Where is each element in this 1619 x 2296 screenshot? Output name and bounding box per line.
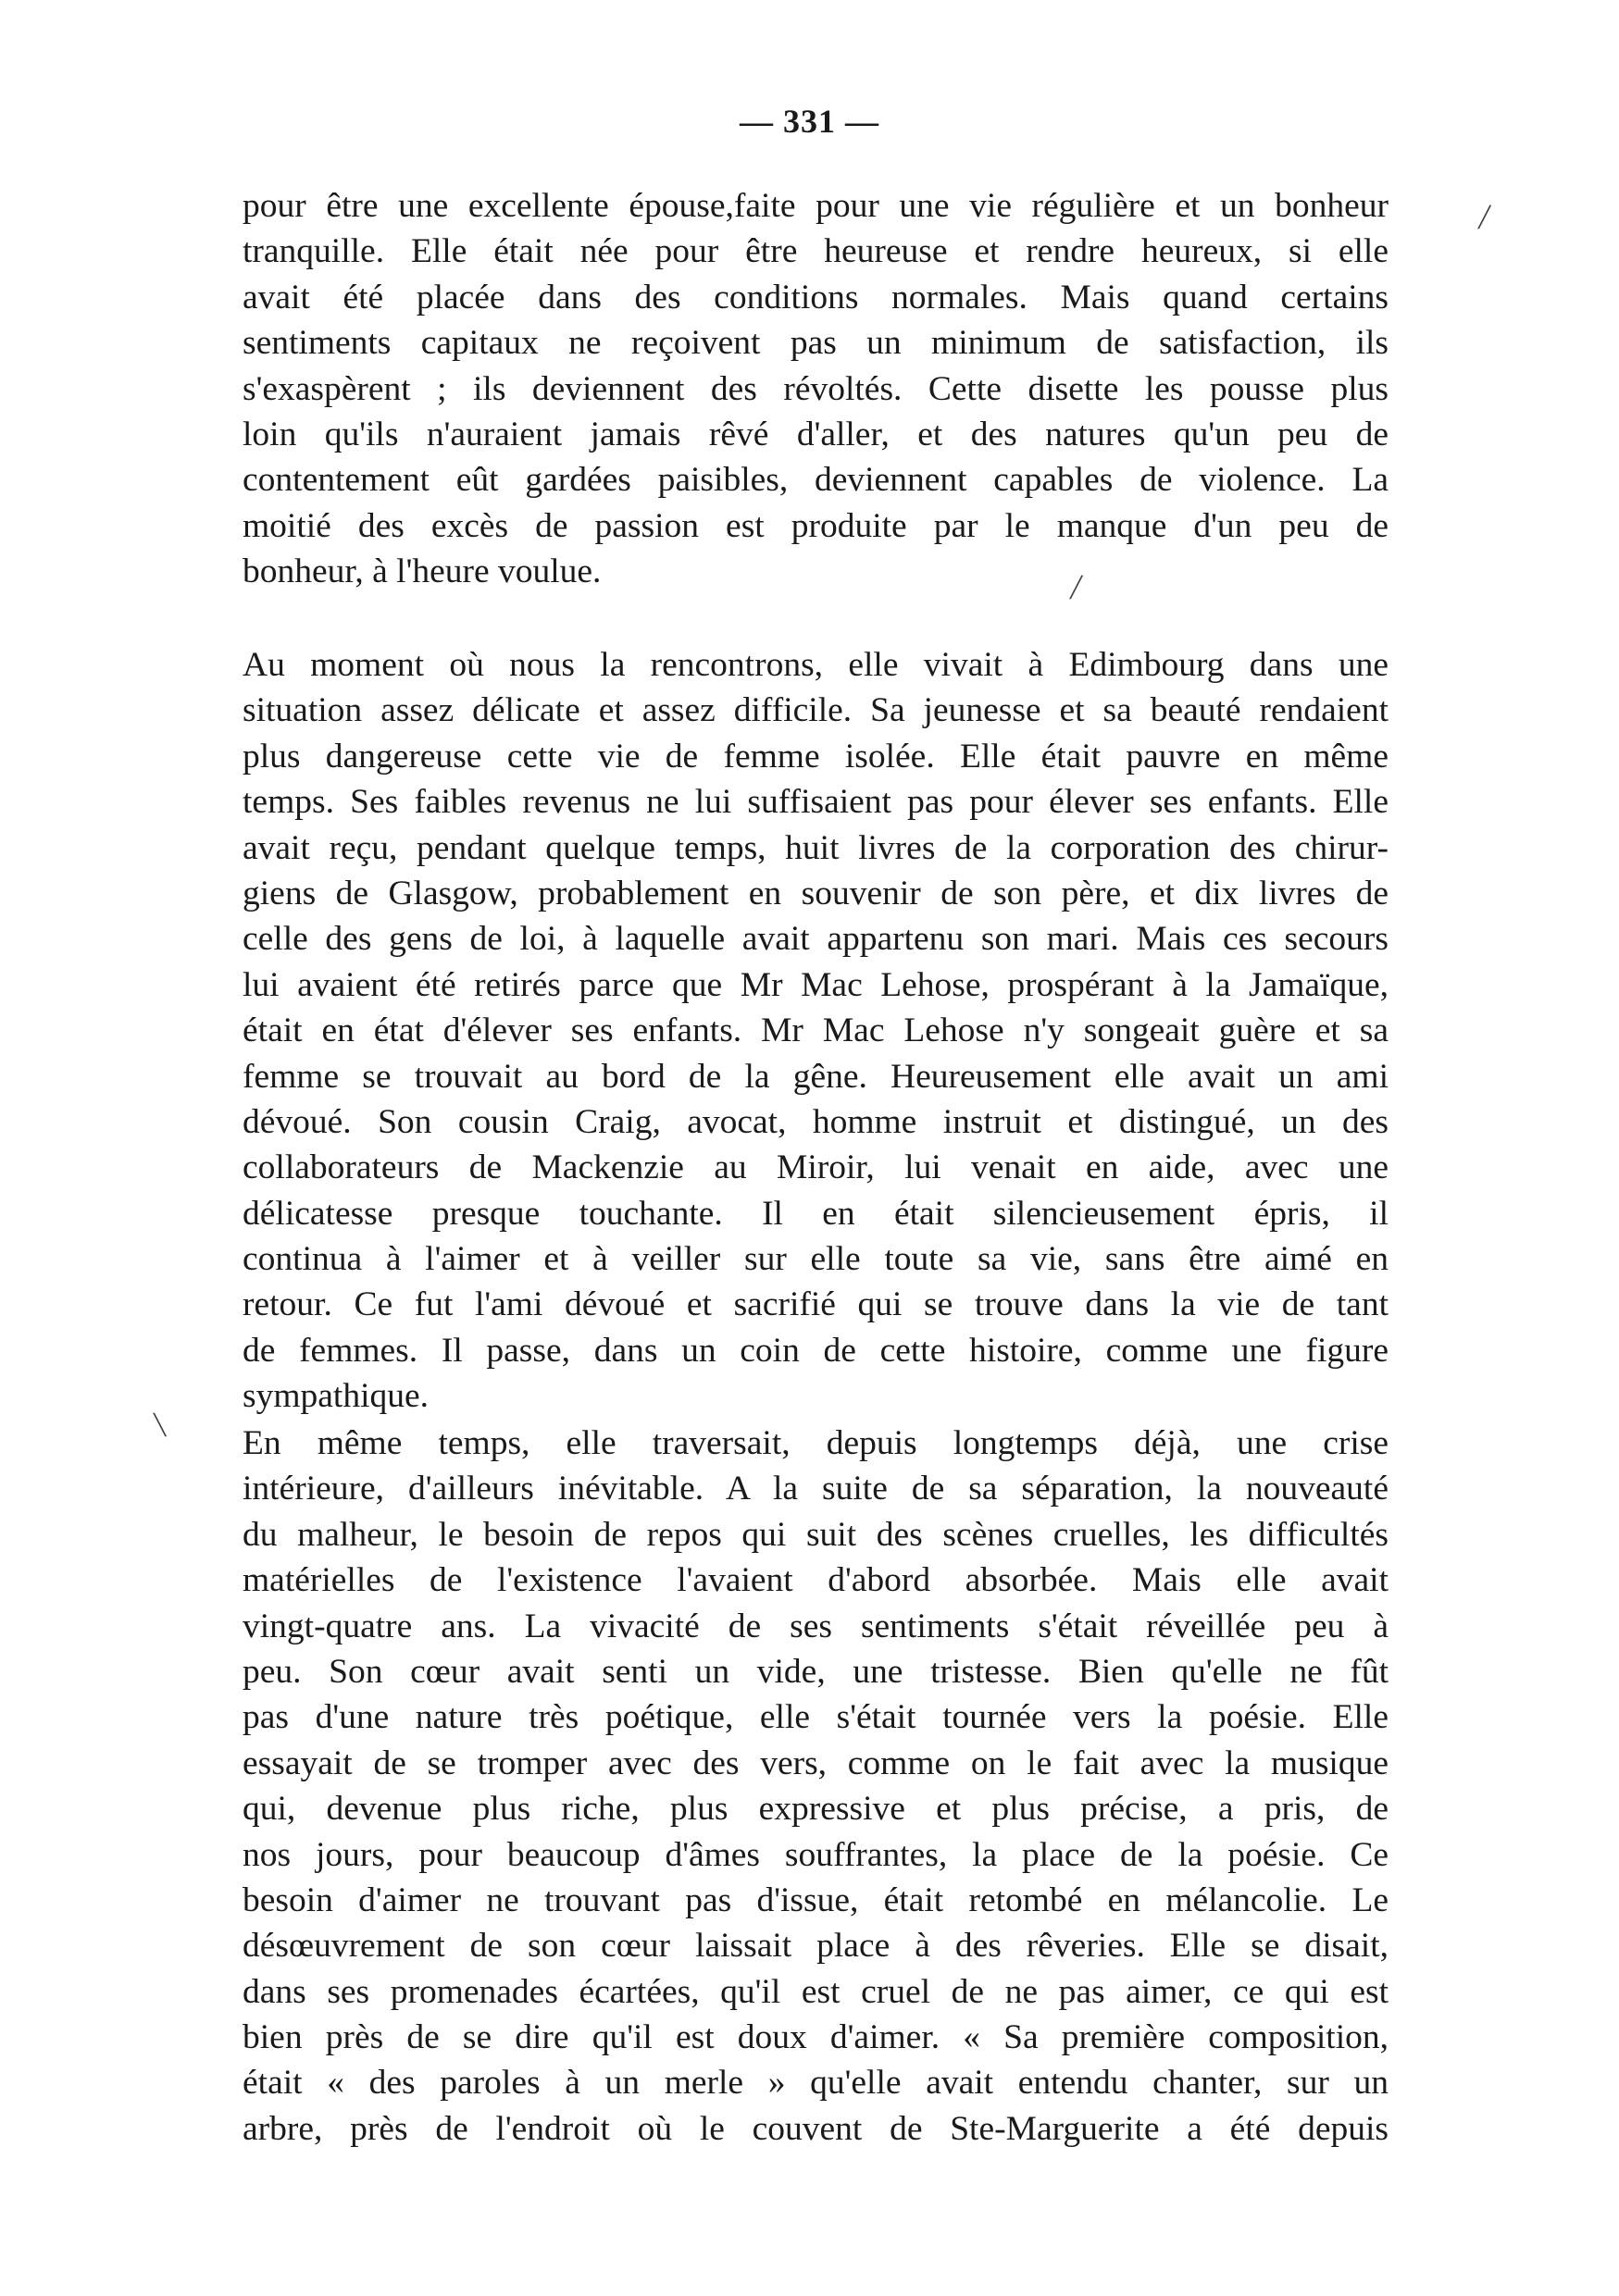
text-line: giens de Glasgow, probablement en souvenir de son père, et dix livres de [243, 874, 1389, 912]
text-line: En même temps, elle traversait, depuis longtemps déjà, une crise [243, 1424, 1389, 1462]
text-line: délicatesse presque touchante. Il en était silencieusement épris, il [243, 1194, 1389, 1233]
text-line: sentiments capitaux ne reçoivent pas un minimum de satisfaction, ils [243, 324, 1389, 363]
text-line: besoin d'aimer ne trouvant pas d'issue, était retombé en mélancolie. Le [243, 1880, 1389, 1919]
text-line: était en état d'élever ses enfants. Mr Mac Lehose n'y songeait guère et sa [243, 1011, 1389, 1050]
text-line: retour. Ce fut l'ami dévoué et sacrifié qui se trouve dans la vie de tant [243, 1285, 1389, 1324]
text-line: Au moment où nous la rencontrons, elle vivait à Edimbourg dans une [243, 646, 1389, 684]
text-line: essayait de se tromper avec des vers, comme on le fait avec la musique [243, 1744, 1389, 1782]
text-line: collaborateurs de Mackenzie au Miroir, lui venait en aide, avec une [243, 1148, 1389, 1187]
text-line: du malheur, le besoin de repos qui suit des scènes cruelles, les difficultés [243, 1515, 1389, 1554]
text-line: situation assez délicate et assez difficile. Sa jeunesse et sa beauté rendaient [243, 691, 1389, 730]
text-line: lui avaient été retirés parce que Mr Mac Lehose, prospérant à la Jamaïque, [243, 965, 1389, 1004]
print-speck: ╱ [1070, 576, 1083, 599]
text-line: pour être une excellente épouse,faite pour une vie régulière et un bonheur [243, 187, 1389, 225]
text-line: désœuvrement de son cœur laissait place à des rêveries. Elle se disait, [243, 1927, 1389, 1966]
print-speck: ╱ [1478, 205, 1491, 229]
print-speck: ╲ [154, 1413, 167, 1436]
text-line: plus dangereuse cette vie de femme isolée. Elle était pauvre en même [243, 737, 1389, 776]
text-line: avait été placée dans des conditions normales. Mais quand certains [243, 278, 1389, 316]
text-line: matérielles de l'existence l'avaient d'abord absorbée. Mais elle avait [243, 1561, 1389, 1600]
text-line: loin qu'ils n'auraient jamais rêvé d'aller, et des natures qu'un peu de [243, 415, 1389, 453]
text-line: femme se trouvait au bord de la gêne. Heureusement elle avait un ami [243, 1057, 1389, 1096]
text-line: tranquille. Elle était née pour être heureuse et rendre heureux, si elle [243, 232, 1389, 271]
text-line: celle des gens de loi, à laquelle avait appartenu son mari. Mais ces secours [243, 920, 1389, 959]
text-line: peu. Son cœur avait senti un vide, une tristesse. Bien qu'elle ne fût [243, 1652, 1389, 1691]
text-line: contentement eût gardées paisibles, deviennent capables de violence. La [243, 461, 1389, 500]
text-line: était « des paroles à un merle » qu'elle avait entendu chanter, sur un [243, 2064, 1389, 2103]
text-line: s'exaspèrent ; ils deviennent des révoltés. Cette disette les pousse plus [243, 369, 1389, 408]
text-line: dans ses promenades écartées, qu'il est cruel de ne pas aimer, ce qui est [243, 1972, 1389, 2011]
text-line: vingt-quatre ans. La vivacité de ses sentiments s'était réveillée peu à [243, 1607, 1389, 1645]
text-line: intérieure, d'ailleurs inévitable. A la suite de sa séparation, la nouveauté [243, 1470, 1389, 1508]
text-line: bien près de se dire qu'il est doux d'aimer. « Sa première composition, [243, 2018, 1389, 2057]
text-line: arbre, près de l'endroit où le couvent de Ste-Marguerite a été depuis [243, 2109, 1389, 2148]
paragraph-1 [243, 183, 1389, 595]
text-line: bonheur, à l'heure voulue. [243, 552, 602, 591]
text-line: de femmes. Il passe, dans un coin de cette histoire, comme une figure [243, 1331, 1389, 1370]
text-line: continua à l'aimer et à veiller sur elle toute sa vie, sans être aimé en [243, 1240, 1389, 1279]
paragraph-3 [243, 1421, 1389, 2152]
paragraph-2 [243, 642, 1389, 1420]
text-line: nos jours, pour beaucoup d'âmes souffrantes, la place de la poésie. Ce [243, 1835, 1389, 1874]
text-line: sympathique. [243, 1377, 430, 1416]
text-line: dévoué. Son cousin Craig, avocat, homme instruit et distingué, un des [243, 1102, 1389, 1141]
text-line: avait reçu, pendant quelque temps, huit livres de la corporation des chirur- [243, 828, 1389, 867]
text-line: temps. Ses faibles revenus ne lui suffisaient pas pour élever ses enfants. Elle [243, 783, 1389, 822]
text-line: moitié des excès de passion est produite par le manque d'un peu de [243, 506, 1389, 545]
text-line: pas d'une nature très poétique, elle s'était tournée vers la poésie. Elle [243, 1698, 1389, 1737]
page-number: — 331 — [740, 103, 879, 140]
text-line: qui, devenue plus riche, plus expressive et plus précise, a pris, de [243, 1790, 1389, 1829]
